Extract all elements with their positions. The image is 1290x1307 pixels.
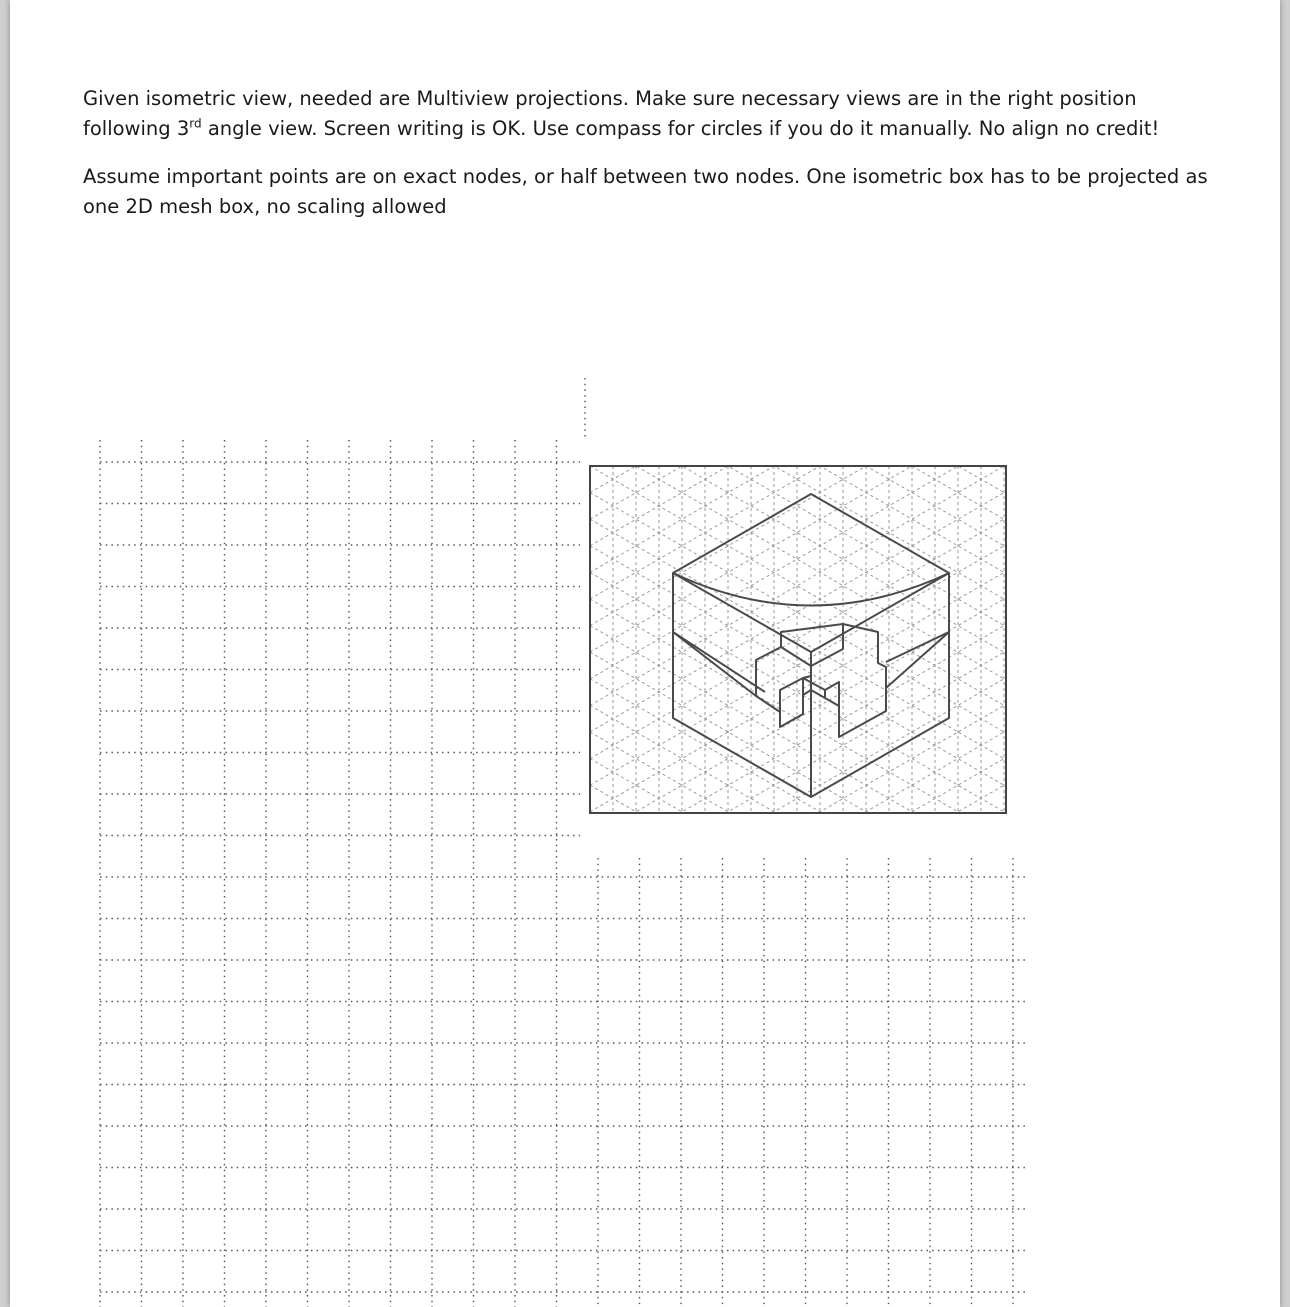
iso-grid-diagonal-up [590,0,1280,333]
iso-grid-diagonal-down [590,0,1280,343]
iso-grid-diagonal-up [590,961,1280,1307]
iso-grid-diagonal-up [590,1121,1280,1307]
iso-grid-diagonal-down [590,0,1280,317]
iso-grid-diagonal-down [590,1291,1280,1307]
isometric-view-panel [590,0,1280,1307]
iso-grid-diagonal-down [590,0,1280,210]
iso-grid-diagonal-down [590,67,1280,530]
iso-grid-diagonal-down [590,1237,1280,1307]
iso-grid-diagonal-up [590,216,1280,679]
iso-grid-diagonal-down [590,360,1280,823]
instruction-1-part-b: angle view. Screen writing is OK. Use compass for circles if you do it manually. No align no credit! [201,117,1160,140]
iso-grid-diagonal-down [590,1184,1280,1307]
iso-grid-diagonal-up [590,908,1280,1307]
iso-grid-diagonal-down [590,0,1280,104]
iso-grid-diagonal-down [590,892,1280,1307]
isometric-grid [590,0,1280,1307]
iso-grid-diagonal-up [590,0,1280,306]
iso-grid-diagonal-up [590,1280,1280,1307]
iso-grid-diagonal-down [590,120,1280,583]
iso-grid-diagonal-down [590,759,1280,1222]
iso-grid-diagonal-down [590,306,1280,769]
instruction-1-part-a: Given isometric view, needed are Multiview projections. Make sure necessary views are in the right position following 3 [83,87,1137,140]
iso-grid-diagonal-up [590,0,1280,200]
iso-grid-diagonal-down [590,14,1280,477]
iso-grid-diagonal-up [590,988,1280,1307]
iso-grid-diagonal-down [590,838,1280,1301]
iso-grid-diagonal-up [590,0,1280,120]
drawing-area [10,0,1280,1307]
iso-grid-diagonal-down [590,1158,1280,1307]
iso-grid-diagonal-up [590,0,1280,227]
isometric-object [673,494,949,797]
iso-grid-diagonal-down [590,1264,1280,1307]
iso-grid-diagonal-up [590,1014,1280,1307]
iso-grid-diagonal-down [590,0,1280,423]
iso-grid-diagonal-up [590,3,1280,466]
square-dot-grid [100,378,1028,1307]
iso-grid-diagonal-up [590,0,1280,173]
iso-grid-diagonal-up [590,269,1280,732]
iso-grid-diagonal-up [590,323,1280,786]
iso-grid-diagonal-down [590,1051,1280,1307]
iso-grid-diagonal-down [590,0,1280,51]
iso-grid-diagonal-down [590,466,1280,929]
iso-grid-diagonal-up [590,1041,1280,1307]
iso-grid-diagonal-up [590,1227,1280,1307]
iso-grid-diagonal-down [590,546,1280,1009]
iso-grid-diagonal-down [590,0,1280,290]
iso-grid-diagonal-up [590,1254,1280,1307]
iso-grid-diagonal-down [590,865,1280,1307]
iso-grid-diagonal-down [590,173,1280,636]
iso-grid-diagonal-up [590,0,1280,413]
right-slant-line [886,632,949,662]
iso-grid-diagonal-down [590,0,1280,370]
iso-grid-diagonal-up [590,589,1280,1052]
iso-grid-diagonal-down [590,40,1280,503]
iso-grid-diagonal-up [590,456,1280,919]
iso-grid-diagonal-up [590,695,1280,1158]
iso-grid-diagonal-down [590,280,1280,743]
iso-grid-diagonal-down [590,0,1280,24]
iso-grid-diagonal-down [590,0,1280,237]
iso-grid-diagonal-down [590,599,1280,1062]
iso-grid-diagonal-up [590,562,1280,1025]
iso-grid-diagonal-up [590,0,1280,67]
iso-grid-diagonal-down [590,0,1280,450]
iso-grid-diagonal-down [590,0,1280,184]
iso-grid-diagonal-down [590,1078,1280,1307]
iso-grid-diagonal-up [590,0,1280,386]
iso-grid-diagonal-up [590,1067,1280,1307]
iso-grid-diagonal-up [590,642,1280,1105]
iso-grid-diagonal-up [590,136,1280,599]
iso-grid-diagonal-down [590,0,1280,131]
iso-grid-diagonal-down [590,998,1280,1307]
iso-grid-diagonal-up [590,1147,1280,1307]
instruction-paragraph-2: Assume important points are on exact nodes, or half between two nodes. One isometric box has to be projected as one 2D mesh box, no scaling allowed [83,165,1208,218]
iso-grid-diagonal-down [590,0,1280,397]
document-page [10,0,1280,1307]
iso-grid-diagonal-up [590,0,1280,280]
iso-grid-diagonal-down [590,785,1280,1248]
iso-grid-diagonal-down [590,227,1280,690]
iso-grid-diagonal-up [590,402,1280,865]
top-curve [673,573,949,606]
iso-grid-diagonal-up [590,57,1280,520]
iso-grid-diagonal-down [590,1025,1280,1307]
iso-grid-diagonal-up [590,1174,1280,1307]
iso-grid-diagonal-up [590,881,1280,1307]
iso-grid-diagonal-down [590,652,1280,1115]
iso-grid-diagonal-down [590,918,1280,1307]
iso-grid-diagonal-up [590,0,1280,360]
iso-grid-diagonal-down [590,0,1280,77]
iso-grid-diagonal-down [590,0,1280,264]
iso-grid-diagonal-up [590,1200,1280,1307]
iso-grid-diagonal-up [590,0,1280,253]
iso-grid-diagonal-up [590,855,1280,1307]
iso-grid-diagonal-up [590,828,1280,1291]
iso-grid-diagonal-up [590,83,1280,546]
iso-grid-diagonal-up [590,376,1280,839]
iso-grid-diagonal-down [590,732,1280,1195]
iso-grid-diagonal-up [590,0,1280,40]
iso-grid-diagonal-up [590,0,1280,439]
cross-inner-top [803,666,811,678]
iso-grid-diagonal-down [590,1131,1280,1307]
iso-grid-diagonal-up [590,0,1280,14]
iso-grid-diagonal-down [590,971,1280,1307]
iso-grid-diagonal-up [590,748,1280,1211]
iso-grid-diagonal-down [590,1104,1280,1307]
ordinal-suffix: rd [189,116,202,131]
iso-grid-diagonal-up [590,0,1280,94]
iso-grid-diagonal-up [590,0,1280,147]
iso-grid-diagonal-up [590,801,1280,1264]
iso-grid-diagonal-up [590,30,1280,493]
iso-grid-diagonal-down [590,0,1280,157]
